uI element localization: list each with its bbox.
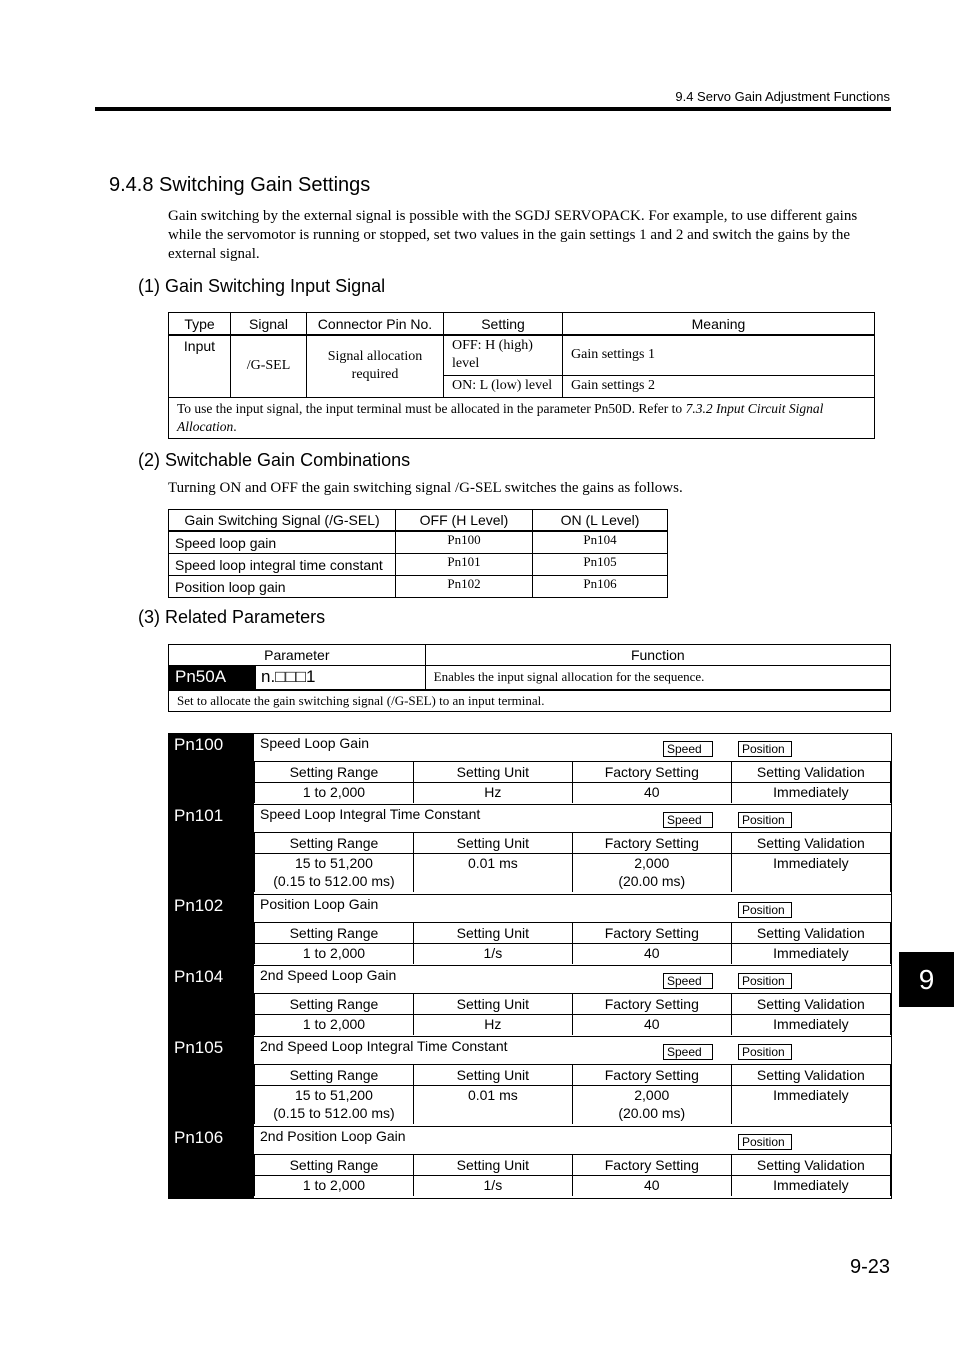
setting-range-value: 15 to 51,200 (0.15 to 512.00 ms) [255,854,414,892]
col-header-setting: Setting [444,313,563,336]
param-block-pn104 [168,965,892,1037]
table-row [169,531,668,554]
col-header-on: ON (L Level) [533,510,668,532]
col-header-setting-validation: Setting Validation [731,1155,890,1176]
col-header-setting-range: Setting Range [255,923,414,944]
section-title: 9.4.8 Switching Gain Settings [109,174,371,196]
factory-setting-value: 40 [572,944,731,964]
chapter-tab: 9 [899,952,954,1007]
param-detail-table [254,1154,891,1196]
input-signal-note [169,397,875,438]
col-header-setting-validation: Setting Validation [731,1065,890,1086]
col-header-setting-range: Setting Range [255,1155,414,1176]
param-code: Pn100 [168,734,254,805]
col-header-function: Function [425,645,890,666]
factory-setting-value: 2,000 (20.00 ms) [572,854,731,892]
related-parameters-note: Set to allocate the gain switching signal (/G-SEL) to an input terminal. [169,690,891,712]
related-parameters-table [168,644,891,712]
param-block-pn102 [168,894,892,966]
setting-range-value: 1 to 2,000 [255,783,414,803]
param-detail-table [254,922,891,964]
col-header-factory-setting: Factory Setting [572,833,731,854]
setting-unit-value: Hz [413,783,572,803]
off-value: Pn102 [396,576,533,598]
subheading-related-parameters: (3) Related Parameters [138,607,326,627]
col-header-setting-validation: Setting Validation [731,833,890,854]
setting-unit-value: 0.01 ms [413,854,572,892]
gain-combinations-table [168,509,668,598]
col-header-parameter: Parameter [169,645,426,666]
col-header-off: OFF (H Level) [396,510,533,532]
col-header-connector-pin: Connector Pin No. [307,313,444,336]
setting-unit-value: 1/s [413,1176,572,1196]
col-header-factory-setting: Factory Setting [572,923,731,944]
note-suffix: . [233,418,237,434]
col-header-setting-unit: Setting Unit [413,833,572,854]
param-value-pn50a: n.□□□1 [256,666,426,690]
param-name: Speed Loop Integral Time Constant [260,806,481,822]
param-name: 2nd Position Loop Gain [260,1128,406,1144]
param-code: Pn105 [168,1037,254,1127]
setting-range-value: 1 to 2,000 [255,1176,414,1196]
cell-meaning-1: Gain settings 1 [563,335,875,375]
note-text: To use the input signal, the input terminal must be allocated in the parameter Pn50D. Refer to [177,400,686,416]
col-header-setting-validation: Setting Validation [731,923,890,944]
table-row [169,554,668,576]
factory-setting-value: 40 [572,1015,731,1035]
col-header-type: Type [169,313,231,336]
col-header-signal: Signal [231,313,307,336]
param-code: Pn104 [168,966,254,1037]
param-detail-table [254,761,891,803]
factory-setting-value: 2,000 (20.00 ms) [572,1086,731,1124]
subheading-gain-switching-input-signal: (1) Gain Switching Input Signal [138,276,386,296]
row-label: Position loop gain [169,576,396,598]
factory-setting-value: 40 [572,1176,731,1196]
setting-unit-value: 1/s [413,944,572,964]
cell-type: Input [169,335,231,397]
col-header-factory-setting: Factory Setting [572,994,731,1015]
col-header-setting-unit: Setting Unit [413,923,572,944]
param-detail-table [254,1064,891,1124]
param-code: Pn106 [168,1127,254,1198]
param-block-pn100 [168,733,892,805]
gain-switching-input-signal-table [168,312,875,439]
col-header-factory-setting: Factory Setting [572,762,731,783]
col-header-setting-validation: Setting Validation [731,994,890,1015]
position-badge: Position [738,1134,792,1150]
col-header-setting-unit: Setting Unit [413,1155,572,1176]
page-number: 9-23 [849,1256,890,1278]
param-code-pn50a: Pn50A [169,666,256,690]
setting-validation-value: Immediately [731,854,890,892]
table-row [169,576,668,598]
speed-badge: Speed [663,973,713,989]
param-name: 2nd Speed Loop Gain [260,967,397,983]
off-value: Pn101 [396,554,533,576]
note-reference: 7.3.2 Input Circuit Signal Allocation [177,400,824,434]
col-header-setting-range: Setting Range [255,762,414,783]
setting-validation-value: Immediately [731,1086,890,1124]
param-name: 2nd Speed Loop Integral Time Constant [260,1038,508,1054]
cell-meaning-2: Gain settings 2 [563,375,875,397]
combinations-paragraph: Turning ON and OFF the gain switching signal /G-SEL switches the gains as follows. [168,480,683,496]
param-name: Speed Loop Gain [260,735,369,751]
col-header-gain-switching-signal: Gain Switching Signal (/G-SEL) [169,510,396,532]
position-badge: Position [738,741,792,757]
setting-validation-value: Immediately [731,1015,890,1035]
param-block-pn101 [168,804,892,895]
col-header-setting-unit: Setting Unit [413,994,572,1015]
cell-setting-on: ON: L (low) level [444,375,563,397]
setting-validation-value: Immediately [731,1176,890,1196]
setting-unit-value: 0.01 ms [413,1086,572,1124]
col-header-setting-unit: Setting Unit [413,1065,572,1086]
on-value: Pn105 [533,554,668,576]
param-detail-table [254,993,891,1035]
setting-validation-value: Immediately [731,783,890,803]
cell-setting-off: OFF: H (high) level [444,335,563,375]
param-code: Pn102 [168,895,254,966]
col-header-setting-range: Setting Range [255,994,414,1015]
setting-unit-value: Hz [413,1015,572,1035]
position-badge: Position [738,902,792,918]
off-value: Pn100 [396,531,533,554]
cell-signal: /G-SEL [231,335,307,397]
param-name: Position Loop Gain [260,896,379,912]
row-label: Speed loop integral time constant [169,554,396,576]
col-header-setting-validation: Setting Validation [731,762,890,783]
setting-range-value: 15 to 51,200 (0.15 to 512.00 ms) [255,1086,414,1124]
on-value: Pn104 [533,531,668,554]
header-rule [95,107,891,111]
speed-badge: Speed [663,1044,713,1060]
param-code: Pn101 [168,805,254,895]
col-header-setting-unit: Setting Unit [413,762,572,783]
setting-range-value: 1 to 2,000 [255,1015,414,1035]
setting-validation-value: Immediately [731,944,890,964]
param-block-pn106 [168,1126,892,1199]
intro-paragraph: Gain switching by the external signal is possible with the SGDJ SERVOPACK. For example, to use different gains while the servomotor is running or stopped, set two values in the gain settings 1 and 2 and switch the gains by the external signal. [168,208,858,262]
cell-connector-pin: Signal allocation required [307,335,444,397]
col-header-factory-setting: Factory Setting [572,1155,731,1176]
running-header: 9.4 Servo Gain Adjustment Functions [675,89,890,104]
param-detail-table [254,832,891,892]
speed-badge: Speed [663,812,713,828]
position-badge: Position [738,973,792,989]
setting-range-value: 1 to 2,000 [255,944,414,964]
speed-badge: Speed [663,741,713,757]
factory-setting-value: 40 [572,783,731,803]
position-badge: Position [738,812,792,828]
on-value: Pn106 [533,576,668,598]
param-block-pn105 [168,1036,892,1127]
param-function-pn50a: Enables the input signal allocation for the sequence. [425,666,890,690]
position-badge: Position [738,1044,792,1060]
row-label: Speed loop gain [169,531,396,554]
col-header-meaning: Meaning [563,313,875,336]
col-header-setting-range: Setting Range [255,1065,414,1086]
col-header-setting-range: Setting Range [255,833,414,854]
subheading-switchable-gain-combinations: (2) Switchable Gain Combinations [138,450,411,470]
col-header-factory-setting: Factory Setting [572,1065,731,1086]
